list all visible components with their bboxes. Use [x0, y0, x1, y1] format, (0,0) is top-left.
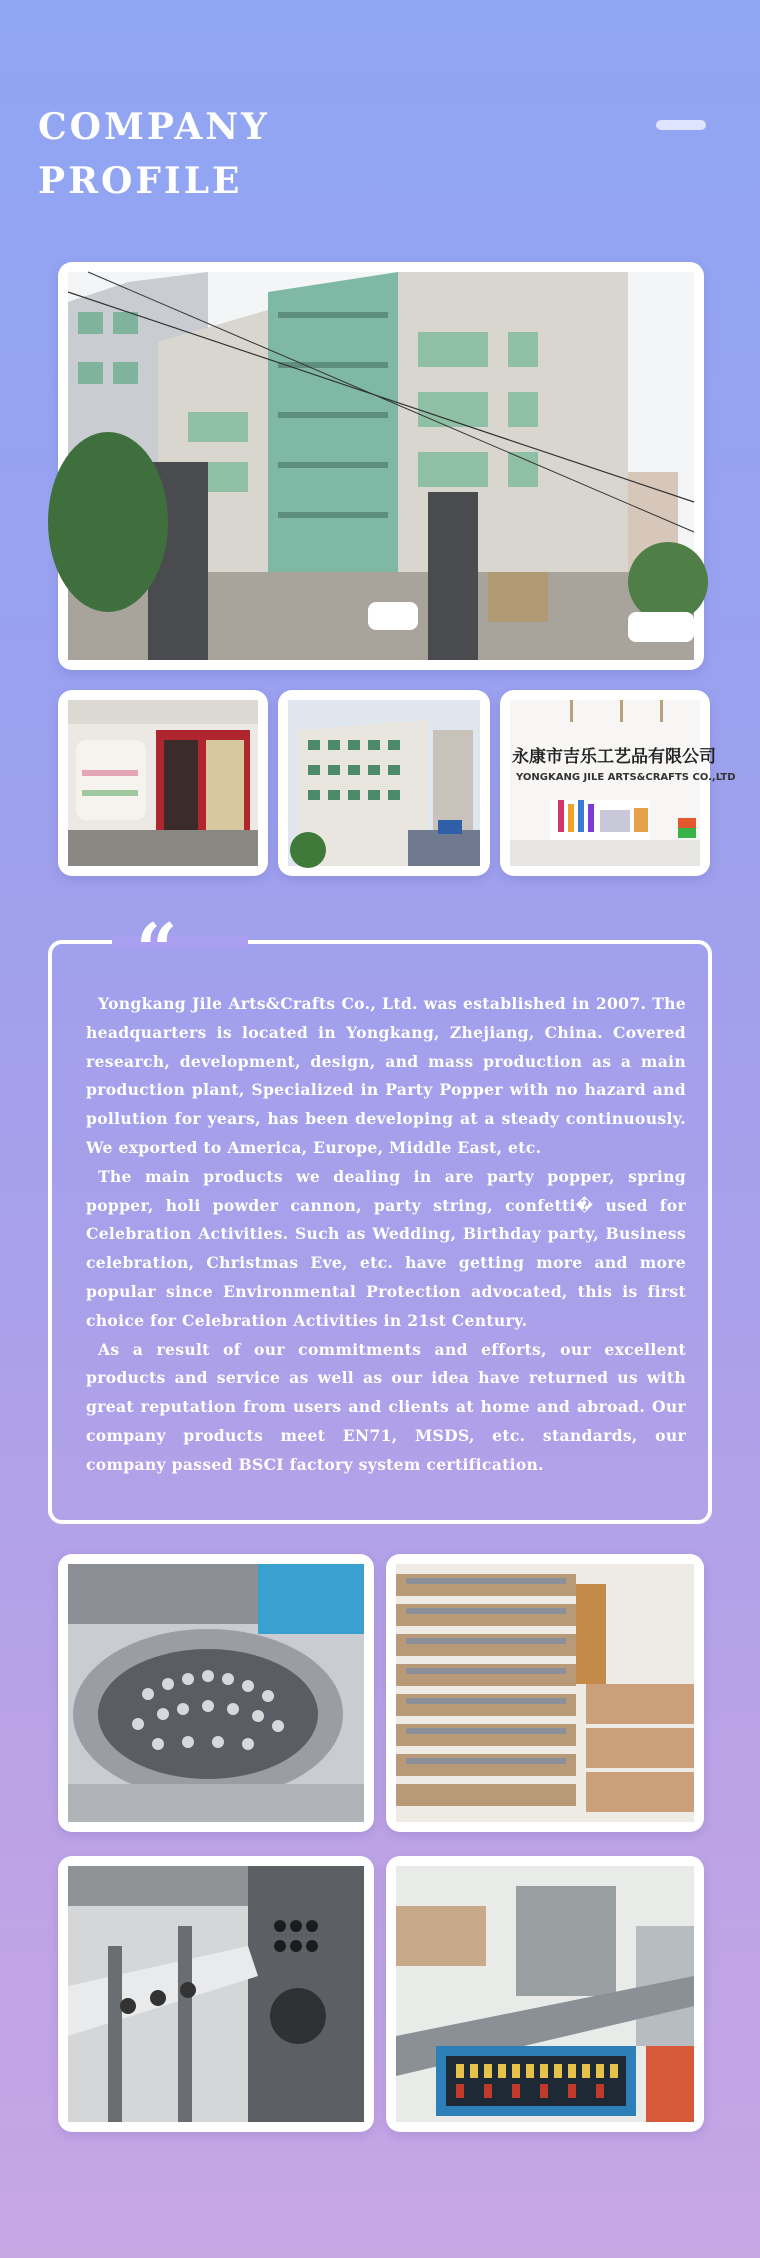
street-view-photo	[278, 690, 490, 876]
quote-gap	[112, 936, 248, 948]
profile-paragraph-1: Yongkang Jile Arts&Crafts Co., Ltd. was established in 2007. The headquarters is located in Yongkang, Zhejiang, China. Covered research, development, design, and mass production as a main production plant, Specialized in Party Popper with no hazard and pollution for years, has been developing at a steady continuously. We exported to America, Europe, Middle East, etc.	[86, 994, 686, 1157]
title-line-profile: PROFILE	[38, 160, 243, 202]
profile-paragraph-2: The main products we dealing in are party popper, spring popper, holi powder cannon, party string, confetti� used for Celebration Activities. Such as Wedding, Birthday party, Business celebration, Christmas Eve, etc. have getting more and more popular since Environmental Protection advocated, this is first choice for Celebration Activities in 21st Century.	[86, 1166, 686, 1330]
printing-machine-photo	[58, 1856, 374, 2132]
showroom-photo	[58, 690, 268, 876]
profile-card	[48, 907, 712, 1524]
reception-wall-photo	[500, 690, 736, 876]
company-sign-chinese: 永康市吉乐工艺品有限公司	[512, 747, 716, 767]
paper-tubes-stack-photo	[386, 1554, 704, 1832]
profile-text	[86, 990, 686, 1480]
profile-paragraph-3: As a result of our commitments and efforts, our excellent products and service as well as our idea have returned us with great reputation from users and clients at home and abroad. Our company products meet EN71, MSDS, etc. standards, our company passed BSCI factory system certification.	[86, 1339, 686, 1474]
decorative-dash	[656, 120, 706, 130]
machinery-bowl-photo	[58, 1554, 374, 1832]
assembly-line-photo	[386, 1856, 704, 2132]
quote-mark-icon: “	[136, 907, 178, 992]
company-sign-english: YONGKANG JILE ARTS&CRAFTS CO.,LTD	[516, 772, 736, 783]
page-title	[38, 100, 270, 208]
title-line-company: COMPANY	[38, 106, 270, 148]
company-building-photo	[58, 262, 704, 670]
